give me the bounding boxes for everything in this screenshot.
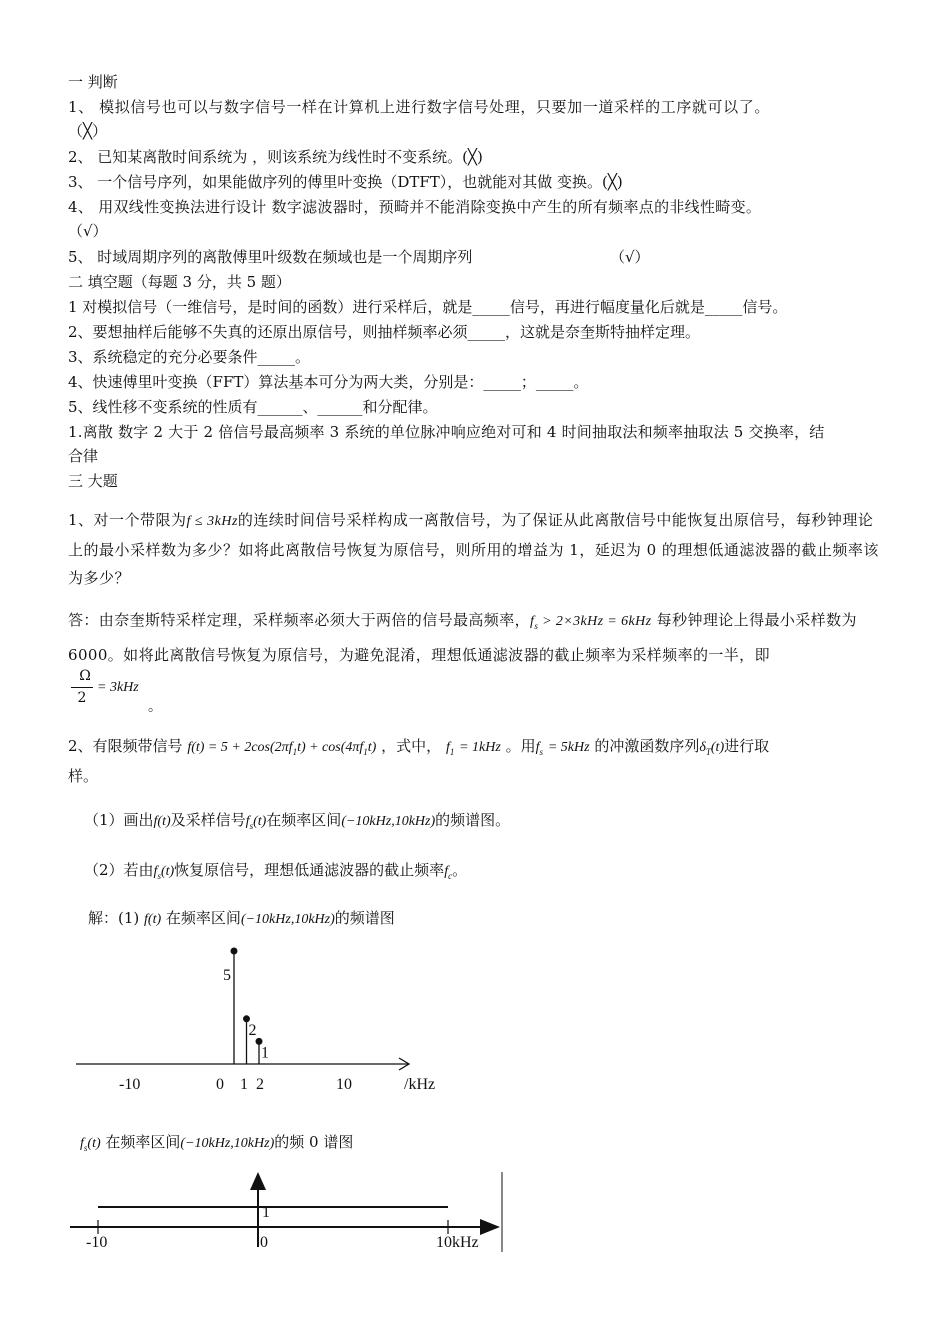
spectrum2-tick: -10 <box>86 1234 108 1251</box>
section3-heading: 三 大题 <box>68 472 118 490</box>
question-2: 2、有限频带信号 $f(t) = 5 + 2\cos(2\pi f_1t) + \cos(4\pi f_1t)$ ，式中， $f_1 = 1kHz$ 。用$f_s = 5kHz$ 的冲激函数序列$\delta_T(t)$进行取 <box>68 737 770 757</box>
a1-frac-num: Ω <box>79 668 91 684</box>
spectrum1-value-label: 1 <box>261 1044 269 1062</box>
spectrum1-tick: 0 <box>216 1076 224 1093</box>
spectrum1-tick: 1 <box>240 1076 248 1093</box>
judge-item-5-mark: （√） <box>610 248 650 266</box>
spectrum2-tick: 0 <box>260 1234 268 1251</box>
question-2b: （2）若由$f_s(t)$恢复原信号，理想低通滤波器的截止频率$f_c$。 <box>84 861 468 881</box>
answer-1: 答：由奈奎斯特采样定理，采样频率必须大于两倍的信号最高频率，$f_s > 2\times 3kHz = 6kHz$ 每秒钟理论上得最小采样数为 6000。如将此离散信号恢复为原信号，为避免混淆，理想低通滤波器的截止频率为采样频率的一半，即 <box>68 611 857 664</box>
fill-answers-line1: 1.离散 数字 2 大于 2 倍信号最高频率 3 系统的单位脉冲响应绝对可和 4 时间抽取法和频率抽取法 5 交换率，结 <box>68 423 825 441</box>
section1-heading: 一 判断 <box>68 73 118 91</box>
judge-item-2: 2、 已知某离散时间系统为 ，则该系统为线性时不变系统。(╳) <box>68 148 483 166</box>
spectrum1-tick: -10 <box>119 1076 141 1093</box>
judge-item-1: 1、 模拟信号也可以与数字信号一样在计算机上进行数字信号处理，只要加一道采样的工序就可以了。 <box>68 98 770 116</box>
spectrum1-tick: 10 <box>336 1076 352 1093</box>
question-2-line2: 样。 <box>68 767 99 785</box>
section2-heading: 二 填空题（每题 3 分，共 5 题） <box>68 273 291 291</box>
fill-item-1: 1 对模拟信号（一维信号，是时间的函数）进行采样后，就是_____信号，再进行幅度量化后就是_____信号。 <box>68 298 788 316</box>
spectrum2-x-arrow <box>480 1219 500 1235</box>
spectrum2-caption: $f_s(t)$ 在频率区间(−10kHz,10kHz)的频 0 谱图 <box>80 1133 354 1153</box>
spectrum1-value-label: 5 <box>223 967 231 984</box>
judge-item-4-mark: （√） <box>68 222 108 240</box>
fill-item-3: 3、系统稳定的充分必要条件_____。 <box>68 348 311 366</box>
judge-item-1-mark: （╳） <box>68 122 108 140</box>
a1-frac-den: 2 <box>77 690 87 706</box>
fill-item-2: 2、要想抽样后能够不失真的还原出原信号，则抽样频率必须_____，这就是奈奎斯特抽样定理。 <box>68 323 701 341</box>
judge-item-4: 4、 用双线性变换法进行设计 数字滤波器时，预畸并不能消除变换中产生的所有频率点的非线性畸变。 <box>68 198 762 216</box>
q1-math: f ≤ 3kHz <box>186 514 238 529</box>
spectrum2-y-arrow <box>250 1172 266 1190</box>
judge-item-5: 5、 时域周期序列的离散傅里叶级数在频域也是一个周期序列 <box>68 248 473 266</box>
judge-item-3: 3、 一个信号序列，如果能做序列的傅里叶变换（DTFT），也就能对其做 变换。(╳) <box>68 173 623 191</box>
spectrum1-value-label: 2 <box>248 1021 257 1039</box>
spectrum1-xlabel: /kHz <box>404 1076 436 1093</box>
a1-math: > 2×3kHz = 6kHz <box>542 614 652 629</box>
spectrum2-level-label: 1 <box>262 1204 270 1221</box>
spectrum1-tick: 2 <box>256 1076 264 1093</box>
a1-end: 。 <box>148 699 162 715</box>
fill-item-4: 4、快速傅里叶变换（FFT）算法基本可分为两大类，分别是：_____；_____。 <box>68 373 589 391</box>
question-2a: （1）画出f(t)及采样信号$f_s(t)$在频率区间(−10kHz,10kHz)的频谱图。 <box>84 811 511 831</box>
question-1: 1、对一个带限为f ≤ 3kHz的连续时间信号采样构成一离散信号，为了保证从此离散信号中能恢复出原信号，每秒钟理论上的最小采样数为多少？如将此离散信号恢复为原信号，则所用的增益为 1，延迟为 0 的理想低通滤波器的截止频率该为多少？ <box>68 511 879 587</box>
fill-answers-line2: 合律 <box>68 447 99 465</box>
a1-frac-rhs: = 3kHz <box>97 680 139 695</box>
solution-heading: 解：(1) f(t) 在频率区间(−10kHz,10kHz)的频谱图 <box>88 909 395 927</box>
fill-item-5: 5、线性移不变系统的性质有______、______和分配律。 <box>68 398 438 416</box>
spectrum2-xlabel: 10kHz <box>436 1234 479 1251</box>
